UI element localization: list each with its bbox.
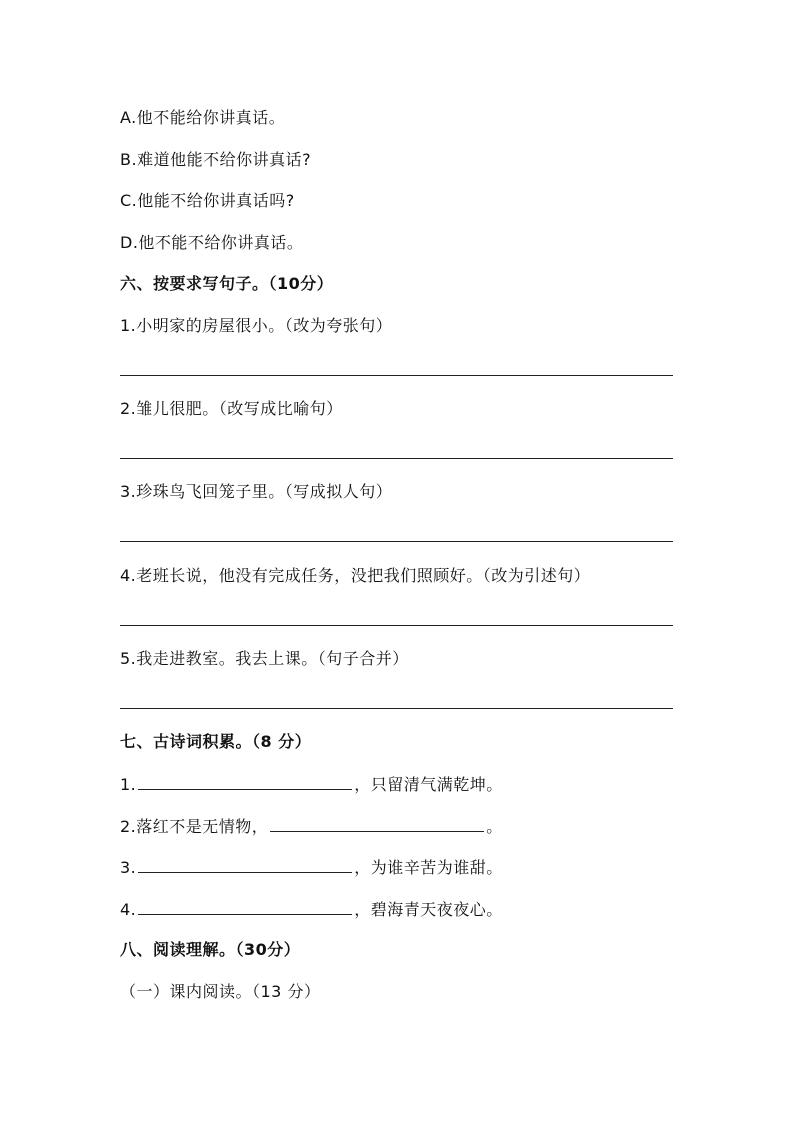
poem-suffix: ，只留清气满乾坤。 — [354, 775, 503, 794]
answer-line-3[interactable] — [120, 541, 673, 542]
poem-prefix: 4. — [120, 900, 137, 919]
option-c: C.他能不给你讲真话吗? — [120, 191, 295, 210]
section8-subheading: （一）课内阅读。（13 分） — [120, 982, 321, 1001]
option-b: B.难道他能不给你讲真话? — [120, 150, 312, 169]
poem-blank[interactable] — [138, 898, 352, 915]
section7-heading: 七、古诗词积累。（8 分） — [120, 732, 312, 751]
section8-heading: 八、阅读理解。（30分） — [120, 940, 301, 959]
poem-item-1 — [120, 773, 503, 796]
section6-item-1: 1.小明家的房屋很小。（改为夸张句） — [120, 316, 393, 335]
poem-item-2 — [120, 815, 503, 838]
poem-item-4 — [120, 898, 503, 921]
option-a: A.他不能给你讲真话。 — [120, 108, 286, 127]
poem-prefix: 2.落红不是无情物， — [120, 817, 269, 836]
poem-suffix: 。 — [486, 817, 503, 836]
answer-line-1[interactable] — [120, 375, 673, 376]
section6-item-5: 5.我走进教室。我去上课。（句子合并） — [120, 649, 409, 668]
section6-heading: 六、按要求写句子。（10分） — [120, 274, 334, 293]
poem-prefix: 1. — [120, 775, 137, 794]
poem-blank[interactable] — [138, 773, 352, 790]
answer-line-2[interactable] — [120, 458, 673, 459]
answer-line-5[interactable] — [120, 708, 673, 709]
poem-item-3 — [120, 856, 503, 879]
option-d: D.他不能不给你讲真话。 — [120, 233, 304, 252]
poem-suffix: ，为谁辛苦为谁甜。 — [354, 858, 503, 877]
section6-item-4: 4.老班长说，他没有完成任务，没把我们照顾好。（改为引述句） — [120, 566, 591, 585]
poem-blank[interactable] — [270, 815, 484, 832]
section6-item-2: 2.雏儿很肥。（改写成比喻句） — [120, 399, 343, 418]
poem-prefix: 3. — [120, 858, 137, 877]
answer-line-4[interactable] — [120, 625, 673, 626]
poem-suffix: ，碧海青天夜夜心。 — [354, 900, 503, 919]
section6-item-3: 3.珍珠鸟飞回笼子里。（写成拟人句） — [120, 482, 393, 501]
poem-blank[interactable] — [138, 856, 352, 873]
